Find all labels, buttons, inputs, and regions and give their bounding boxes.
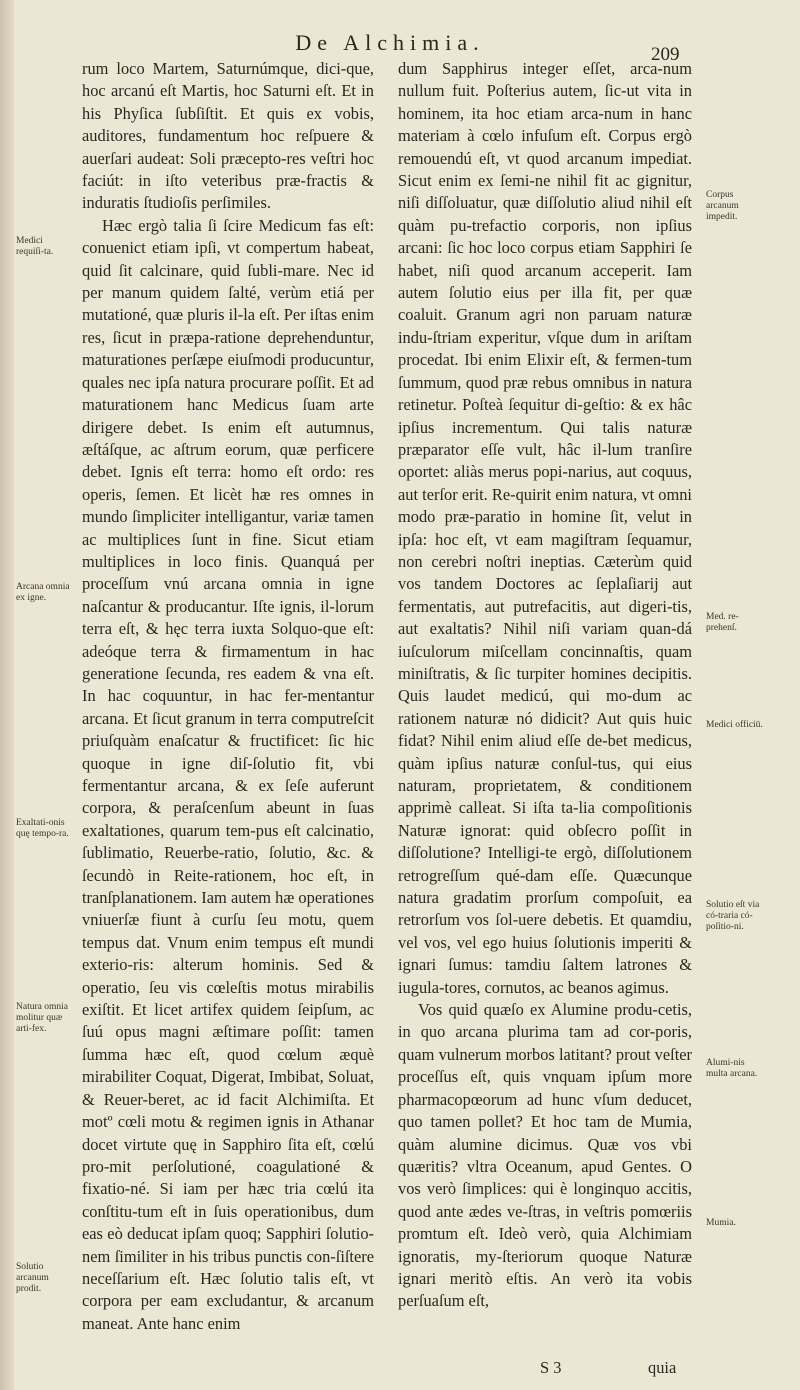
margin-note-right-3: Medici officiū. xyxy=(706,720,763,730)
left-paragraph-2: Hæc ergò talia ſi ſcire Medicum fas eſt: conuenict etiam ipſi, vt compertum habeat, quid ſit calcinare, quid ſubli-mare. Nec id per manum quidem ſalté, verùm etiá per mutationé, quæ pluris il-la eſt. Per iſtas enim res, ſicut in præpa-ratione deprehenduntur, maturationes perſæpe eiuſmodi producuntur, quales nec ipſa natura procurare poſſit. Et ad maturationem hanc Medicus ſuam arte dirigere debet. Is enim eſt autumnus, æſtáſque, ac aſtrum eorum, quæ perficere debet. Ignis eſt terra: homo eſt ordo: res operis, ſemen. Et licèt hæ res omnes in mundo ſimpliciter intelligantur, variæ tamen ac multiplices ſunt in fine. Sicut etiam multiplices in loco finis. Quanquá per proceſſum vnú arcana omnia in igne naſcantur & producantur. Iſte ignis, il-lorum terra eſt, & hęc terra iuxta Solquo-que eſt: adeóque terra & firmamentum in hac generatione ſecunda, res eadem & vna eſt. In hac coquuntur, in hac fer-mentantur arcana. Et ſicut granum in terra computreſcit priuſquàm enaſcatur & fructificet: ſic hic quoque in igne diſ-ſolutio fit, vbi fermentantur arcana, & ex ſeſe auferunt corpora, & peraſcenſum abeunt in ſuas exaltationes, quarum tem-pus eſt calcinatio, ſublimatio, Reuerbe-ratio, ſolutio, &c. & ſecundò in Reite-rationem, hoc eſt, in tranſplanationem. Iam autem hæ operationes vniuerſæ fiunt à curſu ſeu motu, quem tempus dat. Vnum enim tempus eſt mundi exterio-ris: alterum hominis. Sed & operatio, ſeu vis cœleſtis motus mirabilis exiſtit. Et licet artifex quidem ſeipſum, ac ſuú opus magni æſtimare poſſit: tamen ſumma hæc eſt, quod cœlum æquè mirabiliter Coquat, Digerat, Imbibat, Soluat, & Reuer-beret, ac id facit Alchimiſta. Et motº cœli motu & regimen ignis in Athanar docet virtute quę in Sapphiro ſita eſt, cœlú pro-mit perſolutioné, coagulationé & fixatio-né. Si iam per hæc tria cœlú ita conſtitu-tum eſt in ſuis operationibus, dum eas eò deducat ipſam quoq; Sapphiri ſolutio-nem ſimiliter in his tribus punctis con-ſiſtere neceſſarium eſt. Hæc ſolutio talis eſt, vt corpora per eam excludantur, & arcanum maneat. Ante hanc enim xyxy=(82,215,374,1333)
page-gutter-edge xyxy=(0,0,14,1390)
margin-note-left-3: Exaltati-onis quę tempo-ra. xyxy=(16,818,69,839)
margin-note-right-1: Corpus arcanum impedit. xyxy=(706,190,739,222)
margin-note-right-2: Med. re-prehenſ. xyxy=(706,612,739,633)
margin-note-right-6: Mumia. xyxy=(706,1218,736,1228)
page-number: 209 xyxy=(651,44,680,65)
right-text-column xyxy=(398,58,692,1313)
margin-note-left-4: Natura omnia molitur quæ arti-fex. xyxy=(16,1002,68,1034)
left-text-column xyxy=(82,58,374,1335)
margin-note-left-1: Medici requiſi-ta. xyxy=(16,236,54,257)
signature-mark: S 3 xyxy=(540,1358,562,1377)
margin-note-left-2: Arcana omnia ex igne. xyxy=(16,582,70,603)
margin-note-right-5: Alumi-nis multa arcana. xyxy=(706,1058,758,1079)
catchword: quia xyxy=(648,1358,677,1377)
margin-note-right-4: Solutio eſt via có-traria có-poſitio-ni. xyxy=(706,900,760,932)
right-paragraph-1: dum Sapphirus integer eſſet, arca-num nullum fuit. Poſterius autem, ſic-ut vita in hominem, ita hoc etiam arca-num in hanc materiam à cœlo infuſum eſt. Corpus ergò remouendú eſt, vt quod arcanum impediat. Sicut enim ex ſemi-ne nihil fit ac gignitur, niſi diſſoluatur, quæ diſſolutio aliud nihil eſt quàm pu-trefactio corporis, non ipſius arcani: ſic hoc loco corpus etiam Sapphiri ſe habet, niſi quod arcanum acceperit. Iam autem ſolutio eius per illa fit, per quæ coaluit. Granum agri non paruam naturæ indu-ſtriam experitur, vſque dum in ariſtam procedat. Ibi enim Elixir eſt, & fermen-tum ſummum, quod præ rebus omnibus in natura retinetur. Poſteà ſequitur di-geſtio: & ex hâc ipſius incrementum. Qui talis naturæ præparator eſſe vult, hâc il-lum tranſire oportet: aliàs merus popi-narius, aut coquus, aut terſor erit. Re-quirit enim natura, vt omni modo præ-paratio in homine ſit, velut in ipſa: hoc eſt, vt eam magiſtram ſequamur, non cerebri noſtri ineptias. Cæterùm quid vos tandem Doctores ac ſeplaſiarij aut fermentatis, aut putrefacitis, aut digeri-tis, aut exaltatis? Nihil niſi variam quan-dá iuſculorum miſcellam concinnaſtis, quam miniſtratis, & ſic turpiter homines decipitis. Quis laudet medicú, qui mo-dum ac rationem naturæ nó didicit? Aut quis huic fidat? Nihil enim aliud eſſe de-bet medicus, quàm ipſius naturæ conſul-tus, qui eius naturam, proprietatem, & conditionem apprimè calleat. Si iſta ta-lia compoſitionis Naturæ ignorat: quid obſecro poſſit in diſſolutione? Intelligi-te ergò, diſſolutionem retrogreſſum qué-dam eſſe. Quæcunque natura gradatim prorſum compoſuit, ea retrorſum vos ſol-uere debetis. Et quamdiu, vel vos, vel ego huius ſolutionis imperiti & ignari ſumus: tamdiu ſaltem latrones & iugula-tores, cornutos, ac beanos agimus. xyxy=(398,59,692,997)
right-paragraph-2: Vos quid quæſo ex Alumine produ-cetis, in quo arcana plurima tam ad cor-poris, quam vulnerum morbos latitant? prout veſter proceſſus eſt, quis vnquam ipſum more pharmacopœorum ad hunc vſum deducet, quo tamen pollet? Et hoc tam de Mumia, quàm alumine dicimus. Quæ vos vbi quæritis? vltra Oceanum, apud Gentes. O vos verò ſimplices: qui è longinquo accitis, quod ante ædes ve-ſtras, in veſtris pomœriis promtum eſt. Ideò verò, quia Alchimiam ignoratis, my-ſteriorum quoque Naturæ ignari meritò eſtis. An verò ita vobis perſuaſum eſt, xyxy=(398,1000,692,1311)
left-paragraph-1: rum loco Martem, Saturnúmque, dici-que, hoc arcanú eſt Martis, hoc Saturni eſt. Et in his Phyſica ſubſiſtit. Et quis ex vobis, auditores, fundamentum hoc reſpuere & auerſari audeat: Soli præcepto-res veſtri hoc faciút: in iſto veteribus præ-fractis & induratis ſtudioſis perſimiles. xyxy=(82,59,374,213)
running-head: De Alchimia. xyxy=(295,30,485,55)
margin-note-left-5: Solutio arcanum prodit. xyxy=(16,1262,49,1294)
